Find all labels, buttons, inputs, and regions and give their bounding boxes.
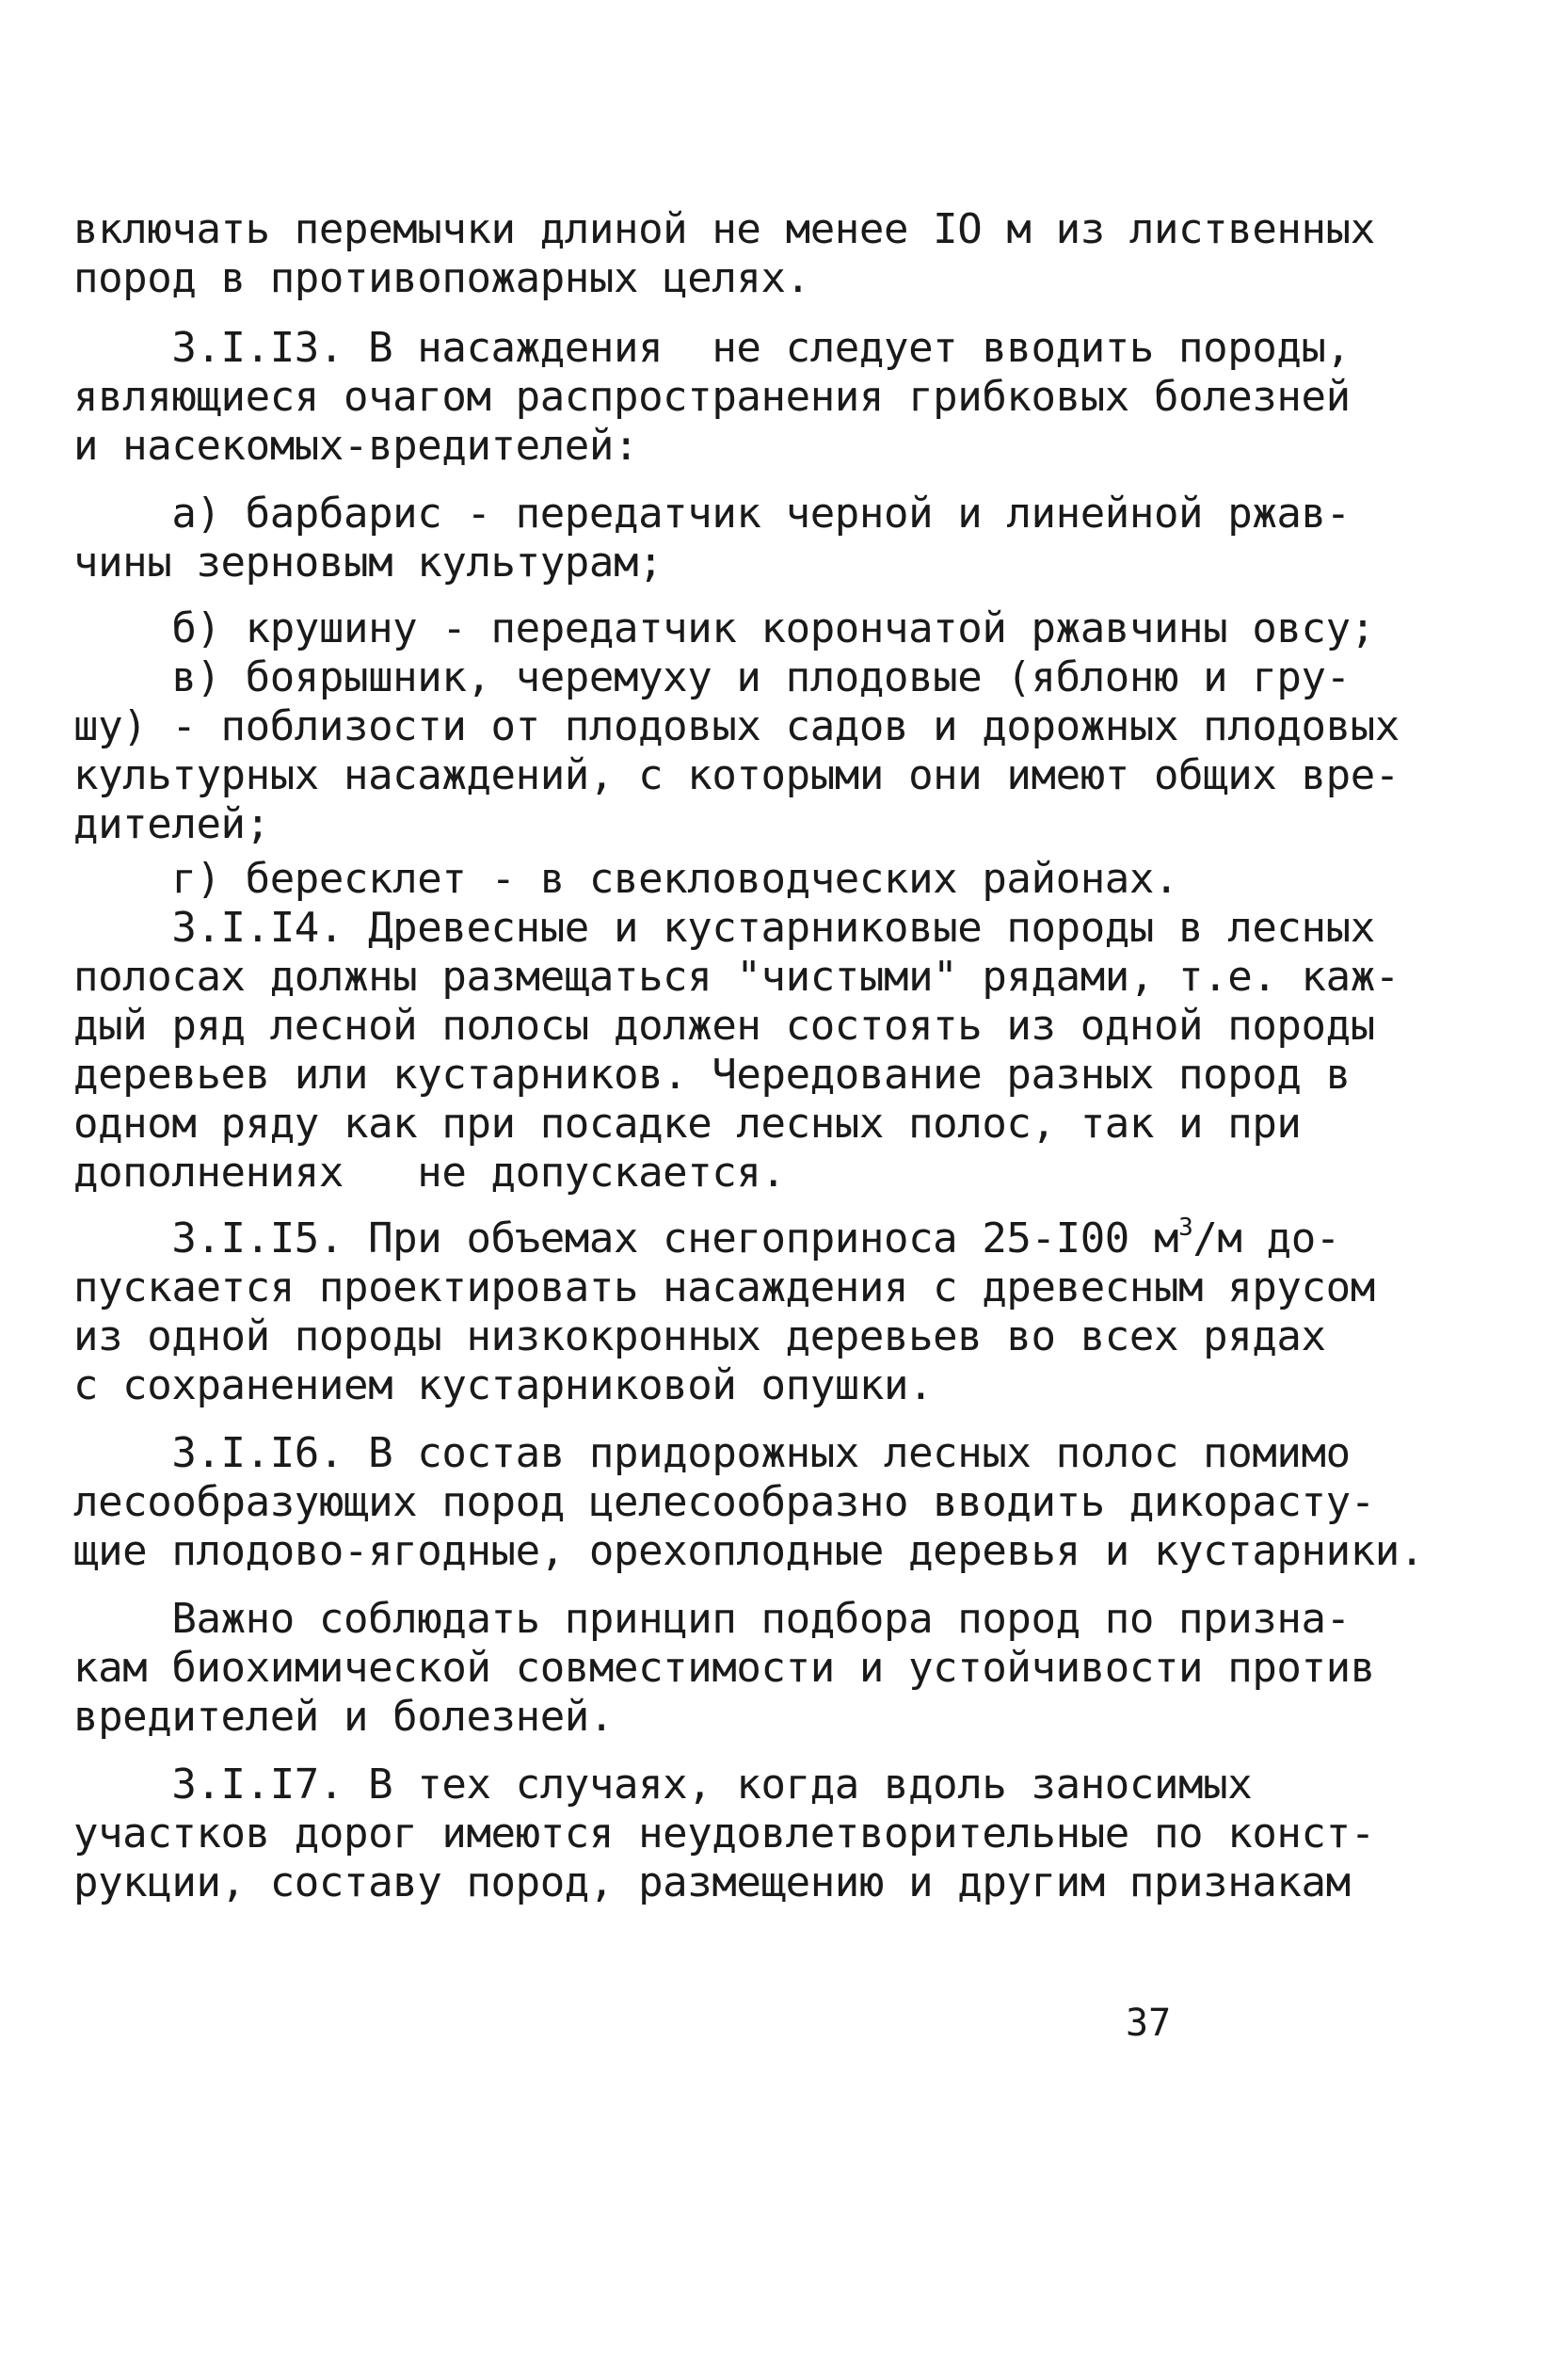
text-line: шу) - поблизости от плодовых садов и дорожных плодовых <box>73 702 1400 750</box>
text-line: участков дорог имеются неудовлетворительные по конст- <box>73 1809 1375 1857</box>
text-line: из одной породы низкокронных деревьев во всех рядах <box>73 1312 1326 1360</box>
text-line: кам биохимической совместимости и устойчивости против <box>73 1644 1375 1692</box>
text-line: Важно соблюдать принцип подбора пород по призна- <box>73 1595 1351 1643</box>
text-line: чины зерновым культурам; <box>73 539 664 587</box>
text-segment: /м до- <box>1192 1214 1340 1262</box>
text-line: г) бересклет - в свекловодческих районах. <box>73 855 1179 903</box>
superscript: 3 <box>1178 1214 1193 1242</box>
text-line: дый ряд лесной полосы должен состоять из одной породы <box>73 1002 1375 1050</box>
text-line: пускается проектировать насаждения с древесным ярусом <box>73 1263 1375 1311</box>
text-line: с сохранением кустарниковой опушки. <box>73 1361 934 1409</box>
text-line: рукции, составу пород, размещению и другим признакам <box>73 1858 1351 1906</box>
text-line <box>73 1214 1340 1263</box>
text-line: вредителей и болезней. <box>73 1693 614 1741</box>
text-line: одном ряду как при посадке лесных полос, так и при <box>73 1100 1302 1148</box>
text-line: а) барбарис - передатчик черной и линейной ржав- <box>73 490 1351 538</box>
text-line: полосах должны размещаться "чистыми" рядами, т.е. каж- <box>73 953 1400 1001</box>
text-line: 3.I.I4. Древесные и кустарниковые породы в лесных <box>73 904 1375 952</box>
text-line: 3.I.I3. В насаждения не следует вводить породы, <box>73 324 1351 372</box>
text-line: 3.I.I6. В состав придорожных лесных полос помимо <box>73 1429 1351 1477</box>
text-line: и насекомых-вредителей: <box>73 422 639 470</box>
text-line: являющиеся очагом распространения грибковых болезней <box>73 373 1351 421</box>
text-line: 3.I.I7. В тех случаях, когда вдоль заносимых <box>73 1761 1253 1809</box>
text-line: б) крушину - передатчик корончатой ржавчины овсу; <box>73 604 1375 652</box>
text-line: дителей; <box>73 800 270 848</box>
text-line: пород в противопожарных целях. <box>73 254 810 302</box>
text-line: дополнениях не допускается. <box>73 1149 786 1197</box>
text-line: деревьев или кустарников. Чередование разных пород в <box>73 1051 1351 1099</box>
text-line: лесообразующих пород целесообразно вводить дикорасту- <box>73 1478 1375 1526</box>
page-number: 37 <box>1126 2002 1172 2045</box>
text-segment: 3.I.I5. При объемах снегоприноса 25-I00 м <box>73 1214 1179 1262</box>
text-line: культурных насаждений, с которыми они имеют общих вре- <box>73 751 1400 799</box>
text-line: щие плодово-ягодные, орехоплодные деревья и кустарники. <box>73 1527 1424 1575</box>
text-line: включать перемычки длиной не менее IО м из лиственных <box>73 205 1375 253</box>
text-line: в) боярышник, черемуху и плодовые (яблоню и гру- <box>73 653 1351 701</box>
